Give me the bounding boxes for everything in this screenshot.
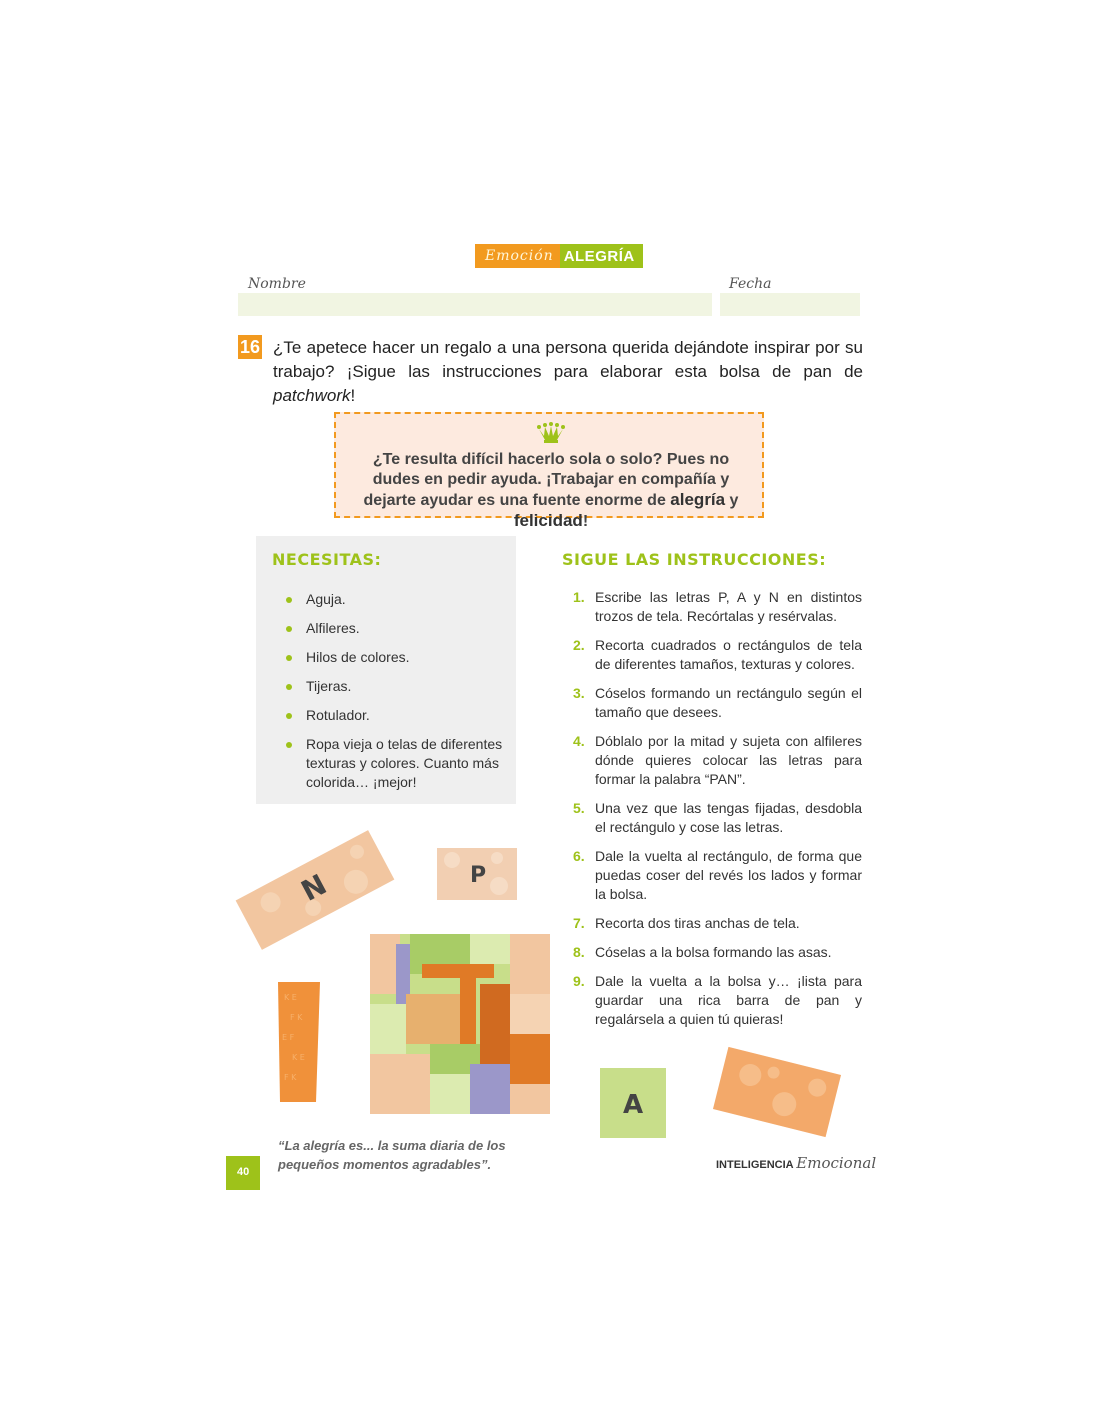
fabric-floral-illustration (712, 1040, 842, 1144)
instruction-step: 3. Cóselos formando un rectángulo según el tamaño que desees. (573, 685, 862, 720)
list-item: Aguja. (286, 590, 506, 609)
footer-brand-script: Emocional (796, 1154, 877, 1172)
list-item: Rotulador. (286, 706, 506, 725)
instruction-step: 7. Recorta dos tiras anchas de tela. (573, 915, 800, 931)
letter-a: A (622, 1090, 644, 1120)
emotion-badge (475, 244, 635, 268)
letter-p: P (469, 863, 487, 888)
footer-brand (716, 1154, 876, 1172)
instruction-step: 9. Dale la vuelta a la bolsa y… ¡lista para guardar una rica barra de pan y regalársela a quien tú quieras! (573, 973, 862, 1027)
materials-list (286, 590, 506, 802)
footer-brand-bold: INTELIGENCIA (716, 1159, 794, 1171)
tip-bold-alegria: alegría (670, 490, 726, 509)
fabric-strip-illustration (276, 980, 322, 1104)
instruction-step: 2. Recorta cuadrados o rectángulos de tela de diferentes tamaños, texturas y colores. (573, 637, 862, 672)
instruction-step: 6. Dale la vuelta al rectángulo, de forma que puedas coser del revés los lados y formar la bolsa. (573, 848, 862, 902)
list-item: Alfileres. (286, 619, 506, 638)
materials-box (256, 536, 516, 804)
list-item: Hilos de colores. (286, 648, 506, 667)
svg-text:F K: F K (284, 1073, 297, 1082)
exercise-number: 16 (238, 335, 262, 359)
tip-text-mid: y (725, 492, 739, 509)
question-emphasis: patchwork (273, 386, 351, 405)
instructions-list (570, 588, 862, 1039)
svg-text:K E: K E (292, 1053, 305, 1062)
svg-text:E F: E F (282, 1033, 295, 1042)
letter-n: N (295, 867, 332, 908)
page-number-badge (226, 1156, 260, 1190)
list-item: Ropa vieja o telas de diferentes texturas y colores. Cuanto más colorida… ¡mejor! (286, 735, 506, 792)
svg-text:K E: K E (284, 993, 297, 1002)
name-label: Nombre (248, 276, 306, 292)
name-field[interactable] (238, 293, 712, 316)
crown-icon (536, 422, 566, 444)
exercise-question (273, 336, 863, 408)
instruction-step: 5. Una vez que las tengas fijadas, desdobla el rectángulo y cose las letras. (573, 800, 862, 835)
question-text: ¿Te apetece hacer un regalo a una persona querida dejándote inspirar por su trabajo? ¡Sigue las instrucciones para elaborar esta bolsa de pan de (273, 338, 863, 381)
tip-text (348, 450, 754, 532)
tip-text-end: ! (582, 513, 589, 530)
footer-quote: “La alegría es... la suma diaria de los pequeños momentos agradables”. (278, 1138, 506, 1172)
svg-text:F K: F K (290, 1013, 303, 1022)
instruction-step: 4. Dóblalo por la mitad y sujeta con alfileres dónde quieres colocar las letras para formar la palabra “PAN”. (573, 733, 862, 787)
materials-title: NECESITAS: (272, 550, 382, 569)
fabric-p-illustration (437, 848, 517, 900)
tip-text-main: ¿Te resulta difícil hacerlo sola o solo? Pues no dudes en pedir ayuda. ¡Trabajar en compañía y dejarte ayudar es una fuente enorme de (363, 451, 730, 509)
instruction-step: 1. Escribe las letras P, A y N en distintos trozos de tela. Recórtalas y resérvalas. (573, 589, 862, 624)
page-number: 40 (237, 1166, 250, 1178)
patchwork-illustration (370, 934, 550, 1114)
instructions-title: SIGUE LAS INSTRUCCIONES: (562, 550, 827, 569)
badge-emotion-name: ALEGRÍA (560, 244, 643, 268)
instruction-step: 8. Cóselas a la bolsa formando las asas. (573, 944, 832, 960)
tip-bold-felicidad: felicidad (513, 511, 583, 530)
question-end: ! (350, 386, 356, 405)
tip-box (334, 412, 764, 530)
fabric-a-illustration (600, 1068, 666, 1138)
badge-emotion-label: Emoción (475, 244, 560, 268)
date-label: Fecha (729, 276, 772, 292)
date-field[interactable] (720, 293, 860, 316)
list-item: Tijeras. (286, 677, 506, 696)
